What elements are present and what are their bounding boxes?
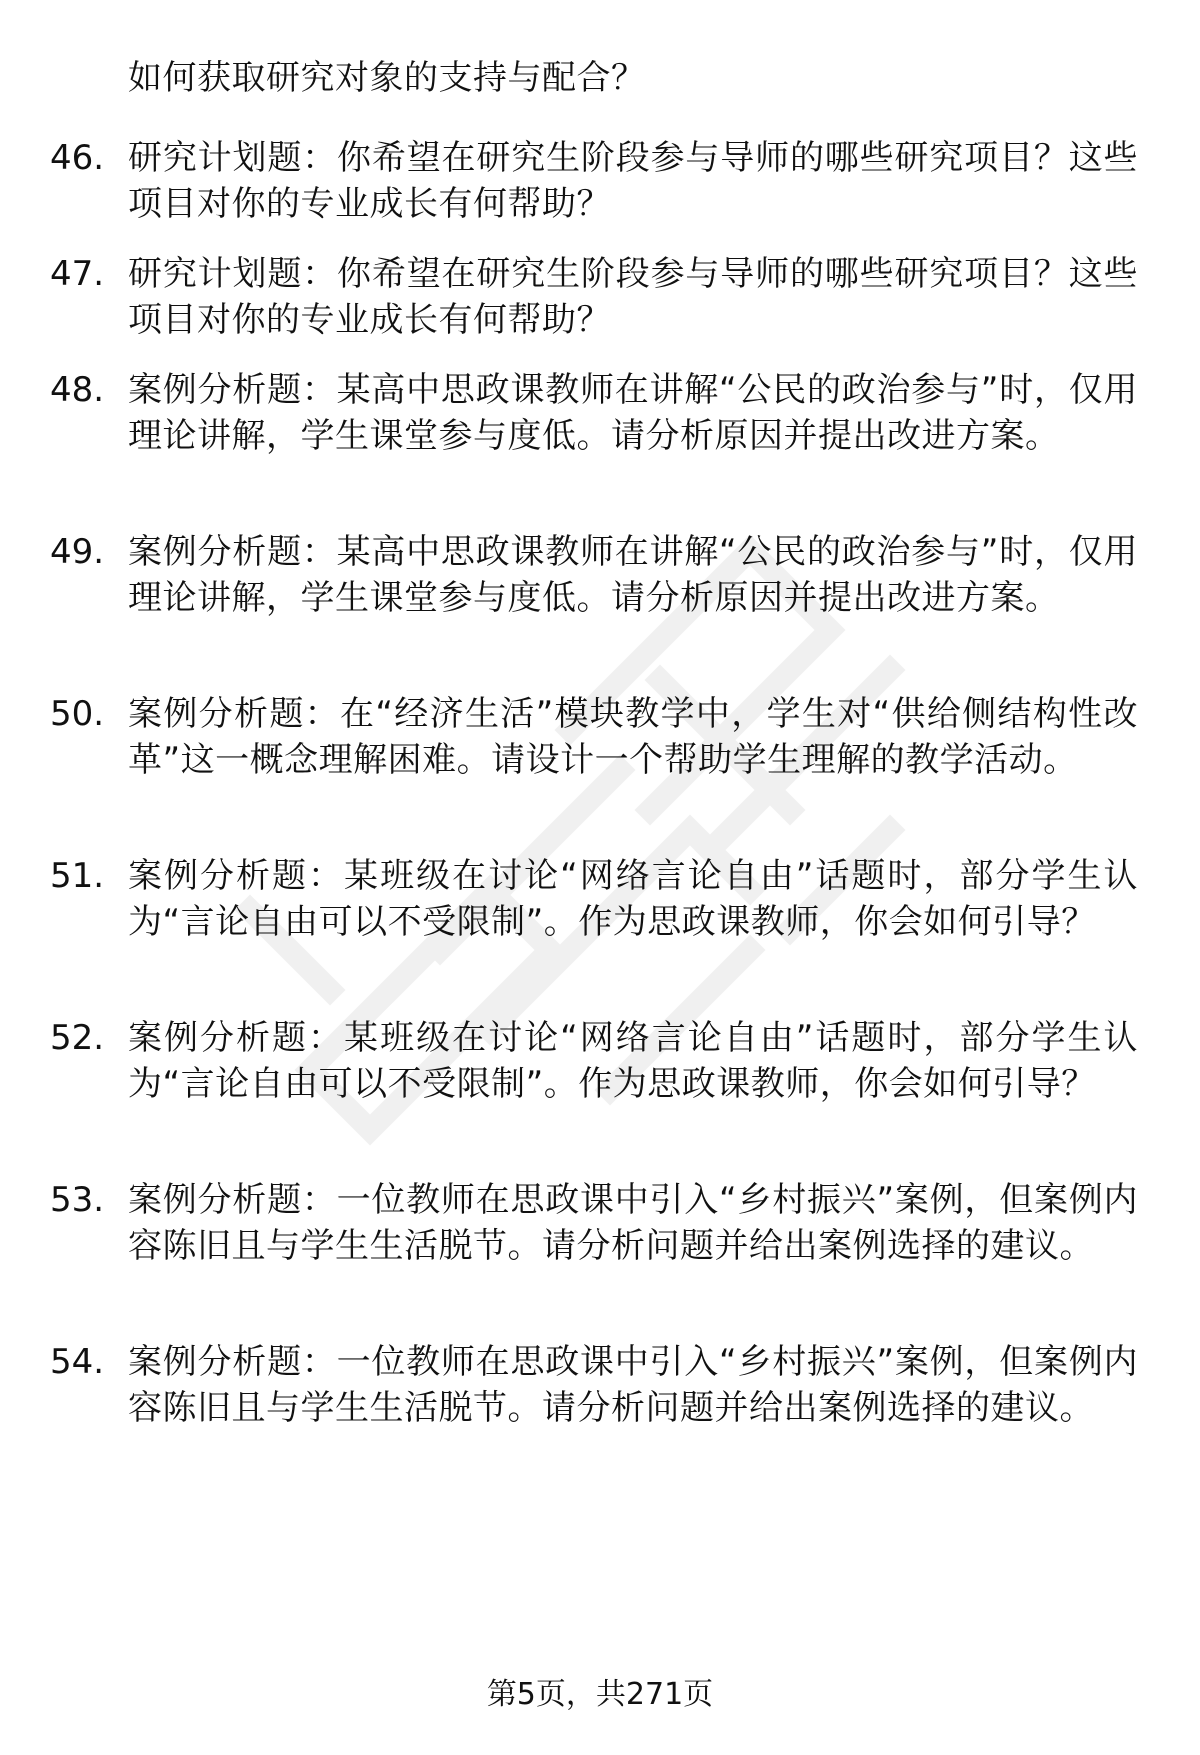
item-number: 46.	[50, 138, 105, 178]
item-text: 案例分析题：某班级在讨论“网络言论自由”话题时，部分学生认为“言论自由可以不受限制”。作为思政课教师，你会如何引导？	[128, 856, 1138, 942]
item-text: 案例分析题：某班级在讨论“网络言论自由”话题时，部分学生认为“言论自由可以不受限制”。作为思政课教师，你会如何引导？	[128, 1018, 1138, 1104]
item-number: 52.	[50, 1018, 105, 1058]
item-number: 47.	[50, 254, 105, 294]
page-footer: 第5页，共271页	[486, 1677, 714, 1712]
item-number: 50.	[50, 694, 105, 734]
item-text: 案例分析题：在“经济生活”模块教学中，学生对“供给侧结构性改革”这一概念理解困难。请设计一个帮助学生理解的教学活动。	[128, 694, 1138, 780]
item-text: 案例分析题：一位教师在思政课中引入“乡村振兴”案例，但案例内容陈旧且与学生生活脱节。请分析问题并给出案例选择的建议。	[128, 1180, 1138, 1266]
item-text: 案例分析题：一位教师在思政课中引入“乡村振兴”案例，但案例内容陈旧且与学生生活脱节。请分析问题并给出案例选择的建议。	[128, 1342, 1138, 1428]
item-number: 48.	[50, 370, 105, 410]
item-text: 研究计划题：你希望在研究生阶段参与导师的哪些研究项目？这些项目对你的专业成长有何帮助？	[128, 138, 1138, 224]
item-number: 49.	[50, 532, 105, 572]
continuation-line: 如何获取研究对象的支持与配合？	[128, 58, 646, 98]
item-number: 51.	[50, 856, 105, 896]
item-text: 案例分析题：某高中思政课教师在讲解“公民的政治参与”时，仅用理论讲解，学生课堂参与度低。请分析原因并提出改进方案。	[128, 370, 1138, 456]
item-number: 54.	[50, 1342, 105, 1382]
item-text: 研究计划题：你希望在研究生阶段参与导师的哪些研究项目？这些项目对你的专业成长有何帮助？	[128, 254, 1138, 340]
item-text: 案例分析题：某高中思政课教师在讲解“公民的政治参与”时，仅用理论讲解，学生课堂参与度低。请分析原因并提出改进方案。	[128, 532, 1138, 618]
item-number: 53.	[50, 1180, 105, 1220]
